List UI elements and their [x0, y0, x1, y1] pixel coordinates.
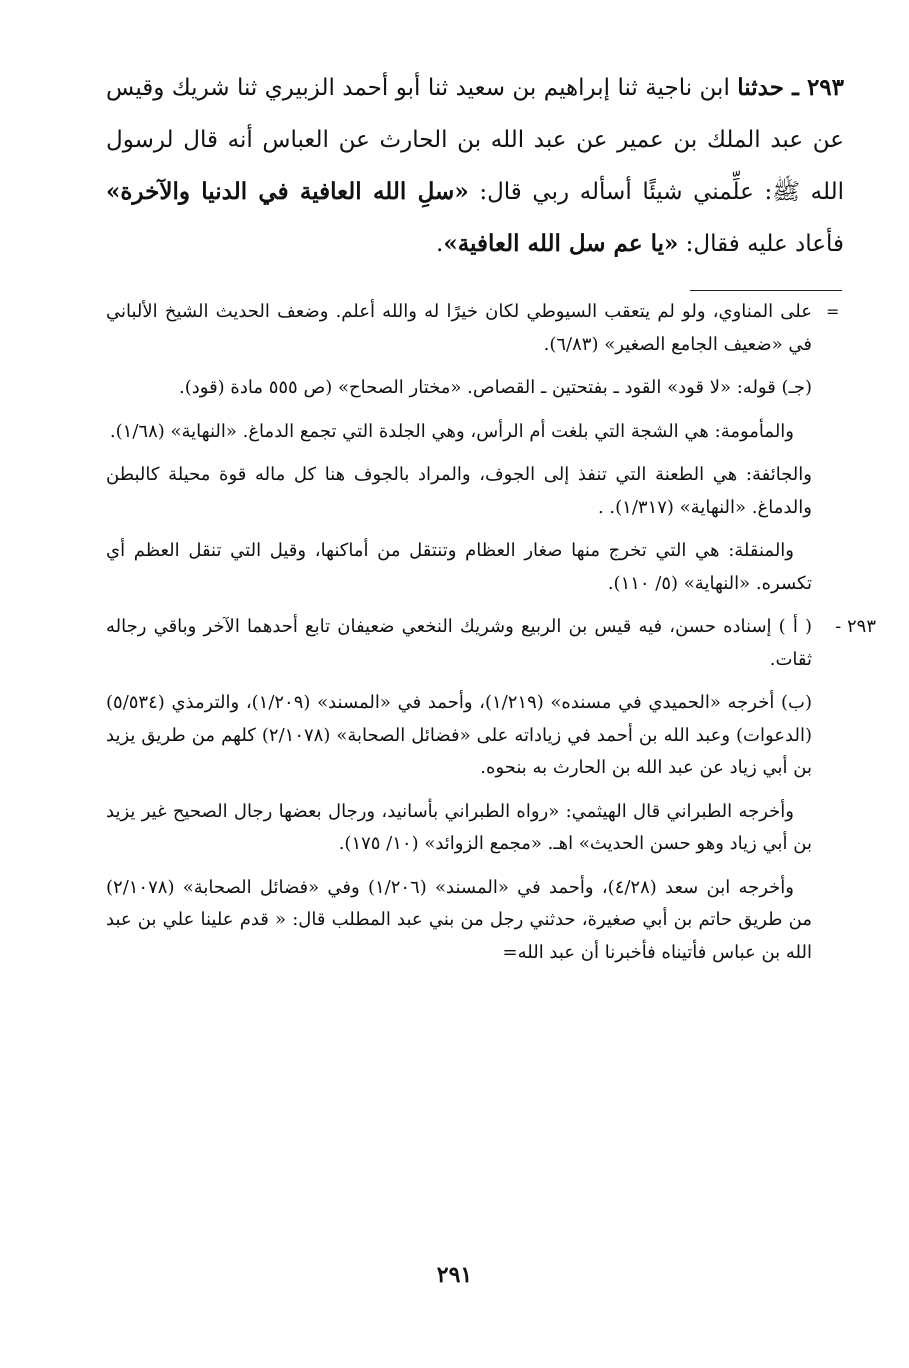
takhrij-number: ٢٩٣ -	[835, 616, 876, 637]
takhrij-paragraph: وأخرجه ابن سعد (٤/٢٨)، وأحمد في «المسند» (١/٢٠٦) وفي «فضائل الصحابة» (٢/١٠٧٨) من طريق حاتم بن أبي صغيرة، حدثني رجل من بني عبد المطلب قال: « قدم علينا علي بن عبد الله بن عباس فأتيناه فأخبرنا أن عبد الله=	[106, 876, 813, 963]
hadith-end: .	[436, 231, 444, 257]
footnote-paragraph: (جـ) قوله: «لا قود» القود ـ بفتحتين ـ القصاص. «مختار الصحاح» (ص ٥٥٥ مادة (قود).	[179, 377, 812, 398]
hadith-dash: ـ	[783, 74, 807, 101]
hadith-number: ٢٩٣	[806, 74, 844, 101]
takhrij-paragraph	[106, 611, 876, 676]
page-number: ٢٩١	[436, 1262, 473, 1288]
footnote-paragraph: والمنقلة: هي التي تخرج منها صغار العظام وتنتقل من أماكنها، وقيل التي تنقل العظم أي تكسره. «النهاية» (٥/ ١١٠).	[106, 540, 812, 594]
footnotes	[106, 296, 876, 980]
hadith-paragraph	[106, 62, 844, 270]
footnote-paragraph: والجائفة: هي الطعنة التي تنفذ إلى الجوف، والمراد بالجوف هنا كل ماله قوة محيلة كالبطن والدماغ. «النهاية» (١/٣١٧). .	[106, 464, 812, 518]
footnote-paragraph: على المناوي، ولو لم يتعقب السيوطي لكان خيرًا له والله أعلم. وضعف الحديث الشيخ الألباني في «ضعيف الجامع الصغير» (٦/٨٣).	[106, 301, 812, 355]
hadith-chain: ابن ناجية ثنا إبراهيم بن سعيد ثنا أبو أحمد الزبيري ثنا شريك وقيس عن عبد الملك بن عمير عن عبد الله بن الحارث عن العباس أنه قال لرسول الله ﷺ: علِّمني شيئًا أسأله ربي قال:	[106, 75, 844, 205]
footnote-continuation-mark: =	[826, 302, 840, 321]
hadith-quote-2: «يا عم سل الله العافية»	[443, 230, 679, 257]
hadith-middle: فأعاد عليه فقال:	[678, 231, 844, 257]
footnote-paragraph: والمأمومة: هي الشجة التي بلغت أم الرأس، وهي الجلدة التي تجمع الدماغ. «النهاية» (١/٦٨).	[109, 420, 794, 442]
takhrij-text: ( أ ) إسناده حسن، فيه قيس بن الربيع وشريك النخعي ضعيفان تابع أحدهما الآخر وباقي رجاله ثقات.	[106, 616, 812, 670]
takhrij-paragraph: وأخرجه الطبراني قال الهيثمي: «رواه الطبراني بأسانيد، ورجال بعضها رجال الصحيح غير يزيد بن أبي زياد وهو حسن الحديث» اهـ. «مجمع الزوائد» (١٠/ ١٧٥).	[106, 800, 812, 854]
hadith-quote-1: «سلِ الله العافية في الدنيا والآخرة»	[106, 178, 469, 205]
takhrij-paragraph: (ب) أخرجه «الحميدي في مسنده» (١/٢١٩)، وأحمد في «المسند» (١/٢٠٩)، والترمذي (٥/٥٣٤) (الدعوات) وعبد الله بن أحمد في زياداته على «فضائل الصحابة» (٢/١٠٧٨) كلهم من طريق يزيد بن أبي زياد عن عبد الله بن الحارث به بنحوه.	[106, 692, 812, 778]
footnote-separator	[690, 290, 842, 291]
hadith-text	[106, 62, 844, 270]
hadith-label: حدثنا	[737, 74, 784, 101]
